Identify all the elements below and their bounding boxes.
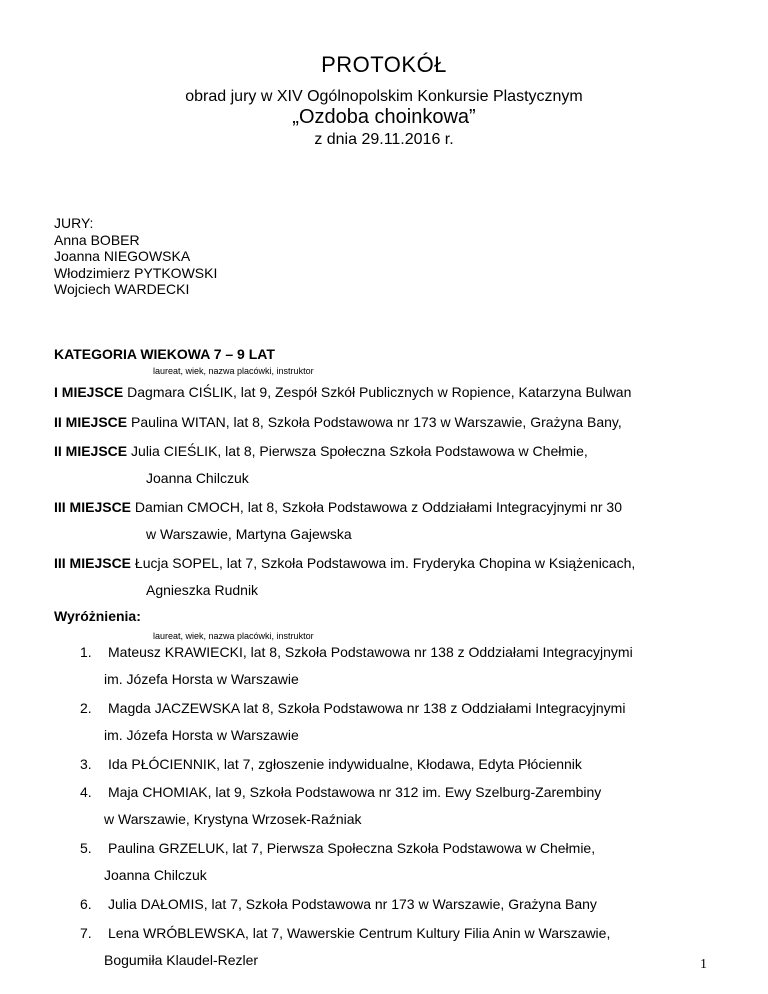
document-subtitle: obrad jury w XIV Ogólnopolskim Konkursie Plastycznym [185,88,583,105]
honors-note: laureat, wiek, nazwa placówki, instruktor [153,631,314,641]
honors-heading: Wyróżnienia: [54,608,141,624]
honor-number: 5. [80,840,92,856]
honor-continuation: Joanna Chilczuk [104,867,207,883]
category-note: laureat, wiek, nazwa placówki, instruktor [153,366,314,376]
award-place: III MIEJSCE [54,499,132,515]
document-title: PROTOKÓŁ [321,52,447,77]
honor-number: 1. [80,644,92,660]
honor-text: Lena WRÓBLEWSKA, lat 7, Wawerskie Centrum Kultury Filia Anin w Warszawie, [108,925,611,941]
honor-number: 6. [80,896,92,912]
document-date: z dnia 29.11.2016 r. [314,131,454,148]
award-entry [54,443,588,459]
honor-text: Paulina GRZELUK, lat 7, Pierwsza Społeczna Szkoła Podstawowa w Chełmie, [108,840,596,856]
award-text: Julia CIEŚLIK, lat 8, Pierwsza Społeczna Szkoła Podstawowa w Chełmie, [127,443,588,459]
award-continuation: Joanna Chilczuk [146,470,249,486]
honor-entry [80,925,610,941]
award-text: Dagmara CIŚLIK, lat 9, Zespół Szkół Publicznych w Ropience, Katarzyna Bulwan [123,384,632,400]
honor-text: Julia DAŁOMIS, lat 7, Szkoła Podstawowa nr 173 w Warszawie, Grażyna Bany [108,896,597,912]
honor-continuation: Bogumiła Klaudel-Rezler [104,952,259,968]
honor-entry [80,700,625,716]
honor-entry [80,840,595,856]
honor-entry [80,644,633,660]
honor-continuation: w Warszawie, Krystyna Wrzosek-Raźniak [104,811,362,827]
award-text: Paulina WITAN, lat 8, Szkoła Podstawowa nr 173 w Warszawie, Grażyna Bany, [127,414,622,430]
honor-continuation: im. Józefa Horsta w Warszawie [104,727,299,743]
jury-member: Anna BOBER [54,231,140,248]
jury-label: JURY: [54,215,94,231]
jury-section [54,215,217,298]
honor-text: Maja CHOMIAK, lat 9, Szkoła Podstawowa nr 312 im. Ewy Szelburg-Zarembiny [108,784,602,800]
jury-member: Włodzimierz PYTKOWSKI [54,264,218,281]
category-heading: KATEGORIA WIEKOWA 7 – 9 LAT [54,346,275,362]
honor-number: 3. [80,756,92,772]
award-continuation: Agnieszka Rudnik [146,582,259,598]
jury-member: Wojciech WARDECKI [54,281,190,297]
award-text: Damian CMOCH, lat 8, Szkoła Podstawowa z Oddziałami Integracyjnymi nr 30 [131,499,622,515]
award-place: II MIEJSCE [54,414,128,430]
honor-number: 4. [80,784,92,800]
honor-number: 2. [80,700,92,716]
award-entry [54,414,622,430]
honor-text: Mateusz KRAWIECKI, lat 8, Szkoła Podstawowa nr 138 z Oddziałami Integracyjnymi [108,644,633,660]
award-text: Łucja SOPEL, lat 7, Szkoła Podstawowa im. Fryderyka Chopina w Książenicach, [131,555,636,571]
award-place: II MIEJSCE [54,443,128,459]
contest-name: „Ozdoba choinkowa” [292,106,476,128]
honor-entry [80,896,597,912]
award-place: I MIEJSCE [54,384,124,400]
award-entry [54,384,631,400]
honor-entry [80,784,601,800]
award-entry [54,555,635,571]
award-place: III MIEJSCE [54,555,132,571]
honor-text: Magda JACZEWSKA lat 8, Szkoła Podstawowa nr 138 z Oddziałami Integracyjnymi [108,700,626,716]
award-continuation: w Warszawie, Martyna Gajewska [146,526,352,542]
page-number: 1 [700,957,707,972]
award-entry [54,499,622,515]
jury-member: Joanna NIEGOWSKA [54,248,191,264]
honor-continuation: im. Józefa Horsta w Warszawie [104,671,299,687]
honor-text: Ida PŁÓCIENNIK, lat 7, zgłoszenie indywidualne, Kłodawa, Edyta Płóciennik [108,756,582,772]
honor-entry [80,756,582,772]
honor-number: 7. [80,925,92,941]
